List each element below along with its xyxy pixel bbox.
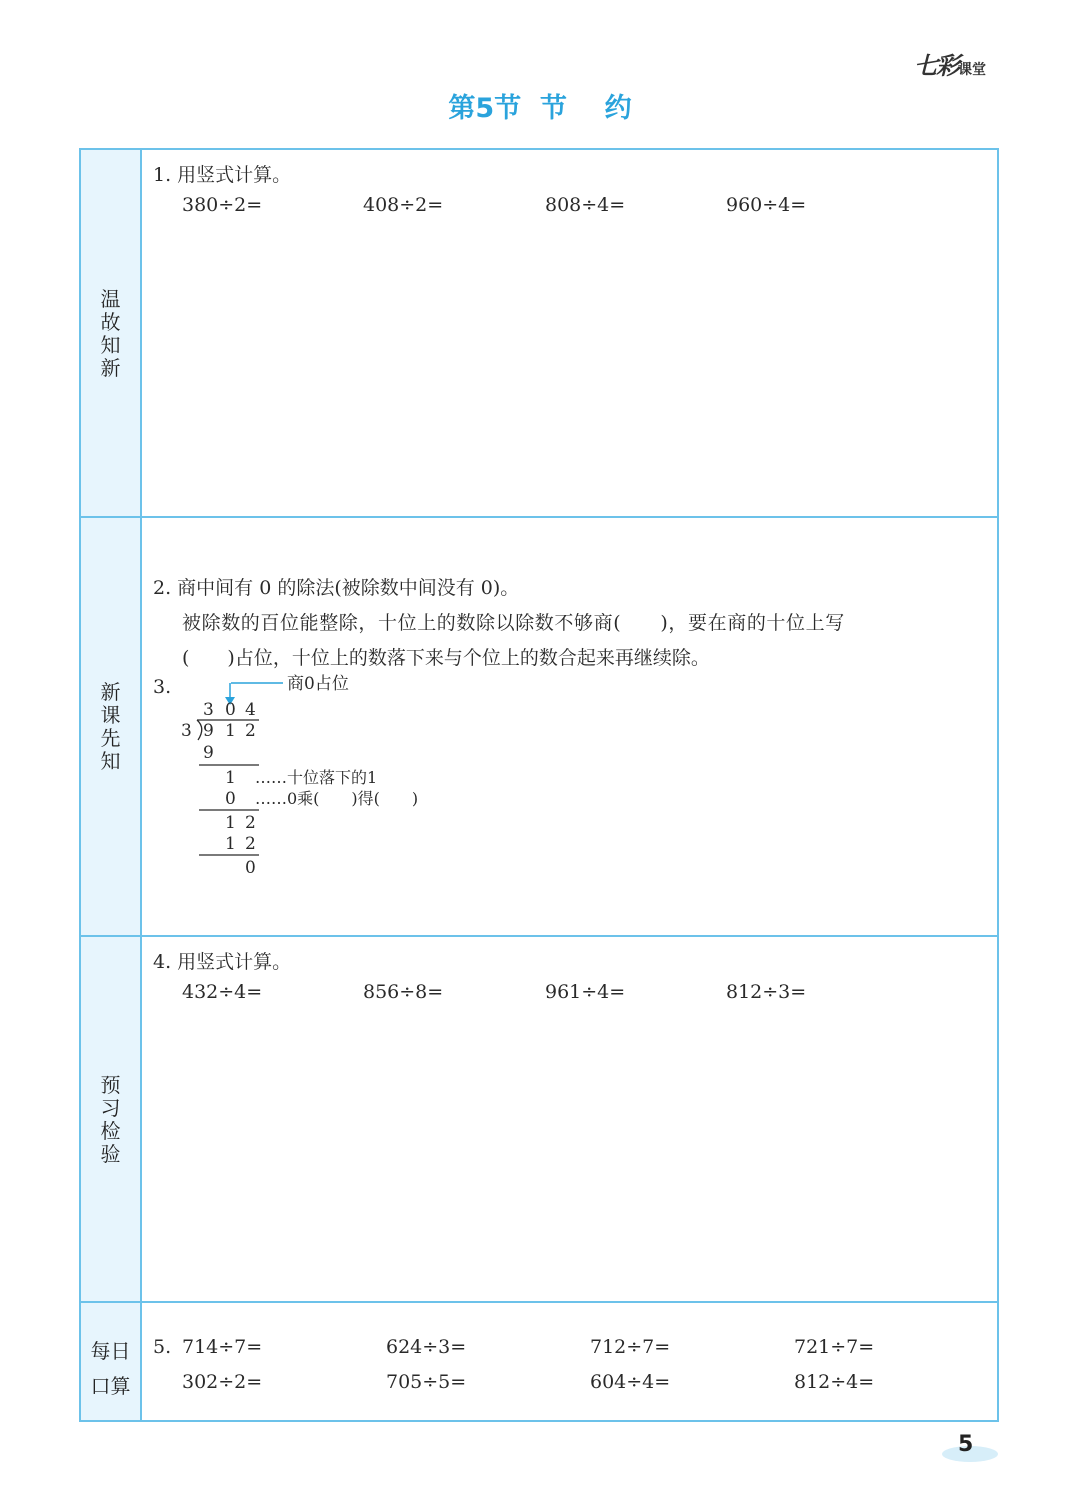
problem-item: 808÷4= (545, 194, 626, 216)
problem-item: 705÷5= (386, 1371, 467, 1393)
label-char: 习 (100, 1096, 121, 1120)
quotient-digit: 3 (203, 700, 214, 720)
question-1-title: 1. 用竖式计算。 (153, 164, 292, 186)
section-new-lesson-label (81, 681, 140, 773)
problem-item: 712÷7= (590, 1336, 671, 1358)
section-new-lesson (81, 516, 997, 935)
section-preview-check-content (153, 937, 987, 1303)
section-review-label (81, 288, 140, 380)
section-daily-mental-math (81, 1301, 997, 1420)
question-2-title: 2. 商中间有 0 的除法(被除数中间没有 0)。 (153, 577, 520, 599)
label-char: 检 (100, 1119, 121, 1143)
question-2-line-1: 被除数的百位能整除，十位上的数除以除数不够商( )，要在商的十位上写 (182, 612, 845, 634)
label-char: 预 (100, 1073, 121, 1097)
page-number: 5 (958, 1432, 974, 1457)
label-char: 温 (100, 287, 121, 311)
problem-item: 302÷2= (182, 1371, 263, 1393)
problem-item: 856÷8= (363, 981, 444, 1003)
arrow-note: 商0占位 (287, 674, 349, 694)
problem-item: 812÷4= (794, 1371, 875, 1393)
section-review (81, 150, 997, 518)
problem-item: 380÷2= (182, 194, 263, 216)
problem-item: 961÷4= (545, 981, 626, 1003)
question-3-number: 3. (153, 676, 172, 698)
section-daily-sidebar (81, 1303, 142, 1420)
label-char: 新 (100, 356, 121, 380)
long-division-diagram (153, 673, 473, 893)
label-char: 知 (100, 748, 121, 773)
question-2-line-2: ( )占位，十位上的数落下来与个位上的数合起来再继续除。 (182, 647, 710, 669)
daily-label-line-1: 每日 (90, 1339, 131, 1363)
brand-logo (914, 46, 1000, 80)
problem-item: 812÷3= (726, 981, 807, 1003)
question-4-title: 4. 用竖式计算。 (153, 951, 292, 973)
section-new-lesson-content (153, 518, 987, 935)
step-2-value: 1 (225, 768, 236, 788)
label-char: 先 (100, 725, 121, 750)
section-daily-content (153, 1303, 987, 1420)
label-char: 课 (100, 702, 121, 727)
label-char: 故 (100, 310, 121, 334)
division-bracket (197, 720, 202, 740)
label-char: 验 (100, 1142, 121, 1166)
dividend-digit: 2 (245, 721, 256, 741)
problem-item: 604÷4= (590, 1371, 671, 1393)
section-new-lesson-sidebar (81, 518, 142, 935)
step-3-note: ……0乘( )得( ) (255, 789, 419, 808)
problem-item: 960÷4= (726, 194, 807, 216)
step-5-digit: 1 (225, 834, 236, 854)
section-review-content (153, 150, 987, 518)
problem-item: 432÷4= (182, 981, 263, 1003)
step-4-digit: 2 (245, 813, 256, 833)
problem-item: 408÷2= (363, 194, 444, 216)
problem-item: 714÷7= (182, 1336, 263, 1358)
section-preview-check (81, 935, 997, 1303)
step-1-value: 9 (203, 743, 214, 763)
section-review-sidebar (81, 150, 142, 518)
daily-label-line-2: 口算 (90, 1374, 131, 1398)
label-char: 新 (100, 679, 121, 704)
brand-sub: 课堂 (958, 62, 986, 78)
step-4-digit: 1 (225, 813, 236, 833)
label-char: 知 (100, 333, 121, 357)
divisor: 3 (181, 721, 192, 741)
dividend-digit: 1 (225, 721, 236, 741)
quotient-digit: 0 (225, 700, 236, 720)
step-5-digit: 2 (245, 834, 256, 854)
question-5-number: 5. (153, 1336, 172, 1358)
brand-name: 七彩 (914, 52, 958, 80)
step-3-value: 0 (225, 789, 236, 809)
worksheet-frame (79, 148, 999, 1422)
section-preview-check-label (81, 1074, 140, 1166)
problem-item: 721÷7= (794, 1336, 875, 1358)
quotient-digit: 4 (245, 700, 256, 720)
dividend-digit: 9 (203, 721, 214, 741)
page-title: 第5节 节 约 (448, 93, 632, 124)
step-2-note: ……十位落下的1 (255, 768, 378, 787)
section-preview-check-sidebar (81, 937, 142, 1303)
remainder: 0 (245, 858, 256, 878)
problem-item: 624÷3= (386, 1336, 467, 1358)
